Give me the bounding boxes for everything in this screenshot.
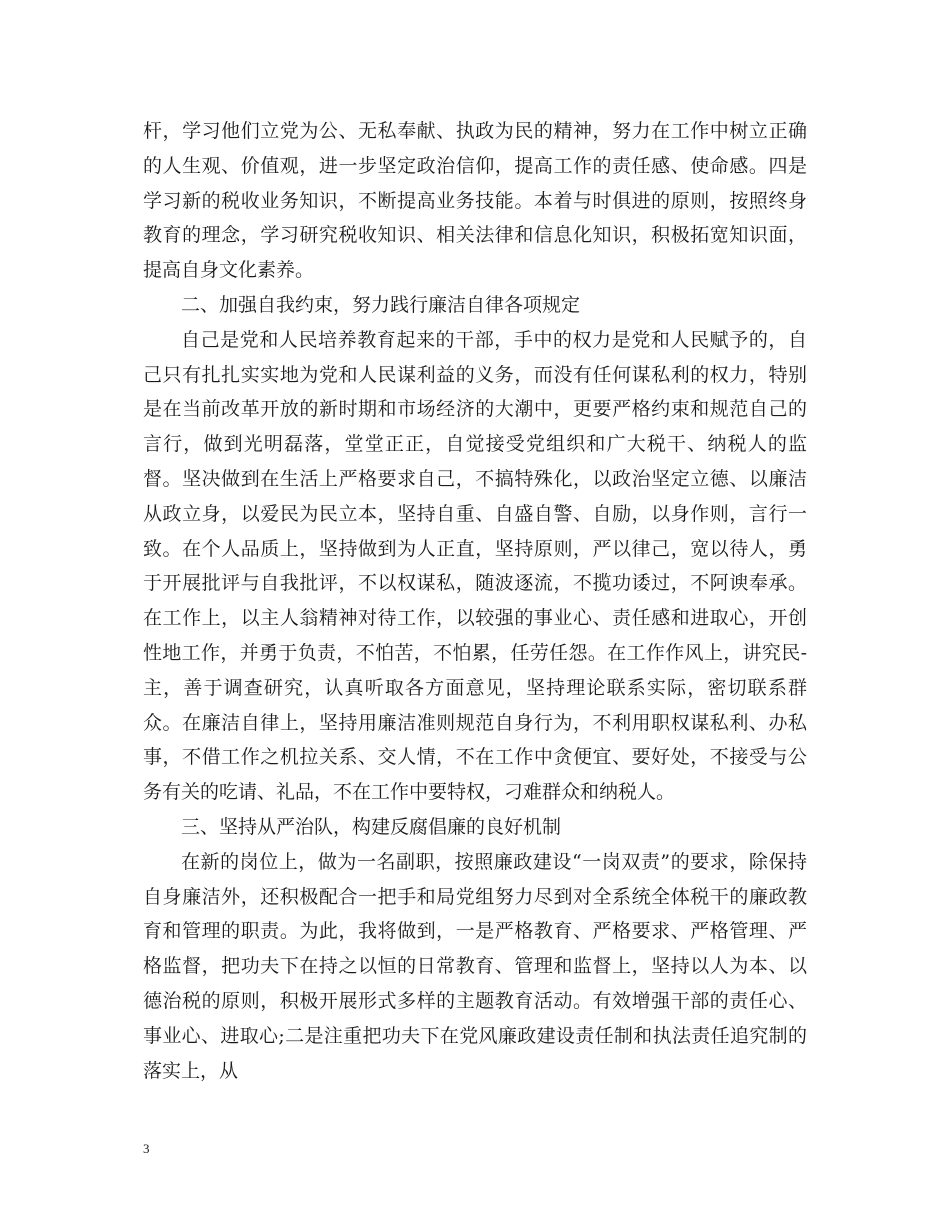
page-number: 3 [143,1141,150,1156]
paragraph-continuation: 杆，学习他们立党为公、无私奉献、执政为民的精神，努力在工作中树立正确的人生观、价值观，进一步坚定政治信仰，提高工作的责任感、使命感。四是学习新的税收业务知识，不断提高业务技能。本着与时俱进的原则，按照终身教育的理念，学习研究税收知识、相关法律和信息化知识，积极拓宽知识面，提高自身文化素养。 [143,120,807,282]
section-heading-3: 三、坚持从严治队，构建反腐倡廉的良好机制 [181,815,562,838]
section-heading-2: 二、加强自我约束，努力践行廉洁自律各项规定 [181,293,581,316]
document-body [143,114,807,1088]
paragraph-self-discipline: 自己是党和人民培养教育起来的干部，手中的权力是党和人民赋予的，自己只有扎扎实实地为党和人民谋利益的义务，而没有任何谋私利的权力，特别是在当前改革开放的新时期和市场经济的大潮中，更要严格约束和规范自己的言行，做到光明磊落，堂堂正正，自觉接受党组织和广大税干、纳税人的监督。坚决做到在生活上严格要求自己，不搞特殊化，以政治坚定立德、以廉洁从政立身，以爱民为民立本，坚持自重、自盛自警、自励，以身作则，言行一致。在个人品质上，坚持做到为人正直，坚持原则，严以律己，宽以待人，勇于开展批评与自我批评，不以权谋私，随波逐流，不揽功诿过，不阿谀奉承。在工作上，以主人翁精神对待工作，以较强的事业心、责任感和进取心，开创性地工作，并勇于负责，不怕苦，不怕累，任劳任怨。在工作作风上，讲究民-主，善于调查研究，认真听取各方面意见，坚持理论联系实际，密切联系群众。在廉洁自律上，坚持用廉洁准则规范自身行为，不利用职权谋私利、办私事，不借工作之机拉关系、交人情，不在工作中贪便宜、要好处，不接受与公务有关的吃请、礼品，不在工作中要特权，刁难群众和纳税人。 [143,328,807,804]
paragraph-strict-management: 在新的岗位上，做为一名副职，按照廉政建设“一岗双责”的要求，除保持自身廉洁外，还积极配合一把手和局党组努力尽到对全系统全体税干的廉政教育和管理的职责。为此，我将做到，一是严格教育、严格要求、严格管理、严格监督，把功夫下在持之以恒的日常教育、管理和监督上，坚持以人为本、以德治税的原则，积极开展形式多样的主题教育活动。有效增强干部的责任心、事业心、进取心;二是注重把功夫下在党风廉政建设责任制和执法责任追究制的落实上，从 [143,850,807,1082]
